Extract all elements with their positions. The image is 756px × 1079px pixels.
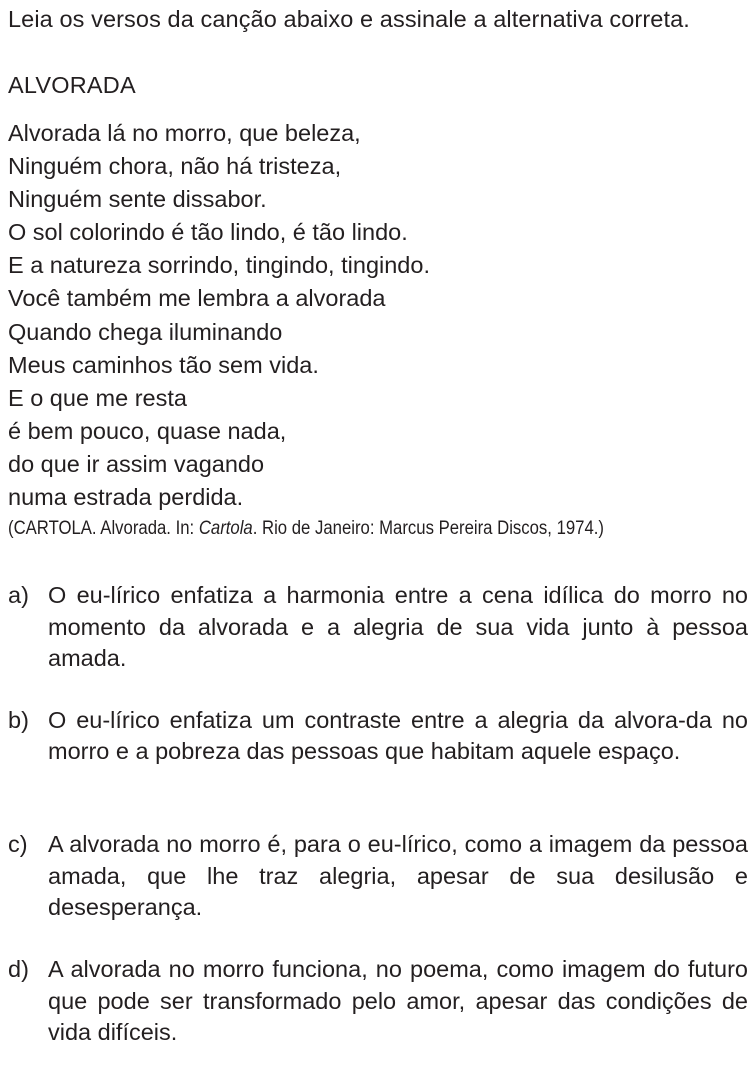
poem-line: E a natureza sorrindo, tingindo, tingindo. xyxy=(8,252,430,279)
poem-line: Quando chega iluminando xyxy=(8,318,283,345)
citation-prefix: (CARTOLA. Alvorada. In: xyxy=(8,518,199,539)
option-text: O eu-lírico enfatiza a harmonia entre a cena idílica do morro no momento da alvorada e a alegria de sua vida junto à pessoa amada. xyxy=(48,582,748,671)
option-a[interactable] xyxy=(8,580,748,705)
option-text: A alvorada no morro é, para o eu-lírico, como a imagem da pessoa amada, que lhe traz alegria, apesar de sua desilusão e desesperança. xyxy=(48,831,748,921)
option-text: O eu-lírico enfatiza um contraste entre a alegria da alvora-da no morro e a pobreza das pessoas que habitam aquele espaço. xyxy=(48,706,748,765)
poem-line: Meus caminhos tão sem vida. xyxy=(8,351,319,378)
poem-line: Ninguém sente dissabor. xyxy=(8,186,267,213)
poem-line: O sol colorindo é tão lindo, é tão lindo. xyxy=(8,219,408,246)
option-letter: b) xyxy=(8,706,29,733)
source-citation xyxy=(8,516,604,542)
poem-line: E o que me resta xyxy=(8,384,187,411)
citation-work: Cartola xyxy=(198,518,253,539)
option-letter: d) xyxy=(8,956,29,983)
option-letter: a) xyxy=(8,582,29,608)
poem-line: Alvorada lá no morro, que beleza, xyxy=(8,120,361,146)
citation-suffix: . Rio de Janeiro: Marcus Pereira Discos, 1974.) xyxy=(252,518,604,539)
option-d[interactable] xyxy=(8,954,748,1079)
answer-options xyxy=(8,580,748,1079)
poem-line: Ninguém chora, não há tristeza, xyxy=(8,153,342,180)
poem-line: do que ir assim vagando xyxy=(8,450,265,477)
poem-line: Você também me lembra a alvorada xyxy=(8,285,386,312)
option-text: A alvorada no morro funciona, no poema, como imagem do futuro que pode ser transformado pelo amor, apesar das condições de vida difíceis. xyxy=(48,956,748,1046)
option-letter: c) xyxy=(8,831,28,858)
poem-title: ALVORADA xyxy=(8,72,136,98)
poem-line: é bem pouco, quase nada, xyxy=(8,417,287,444)
option-b[interactable] xyxy=(8,705,748,830)
poem-verses xyxy=(8,117,430,514)
option-c[interactable] xyxy=(8,829,748,954)
question-instruction: Leia os versos da canção abaixo e assinale a alternativa correta. xyxy=(8,6,690,32)
poem-line: numa estrada perdida. xyxy=(8,484,244,511)
